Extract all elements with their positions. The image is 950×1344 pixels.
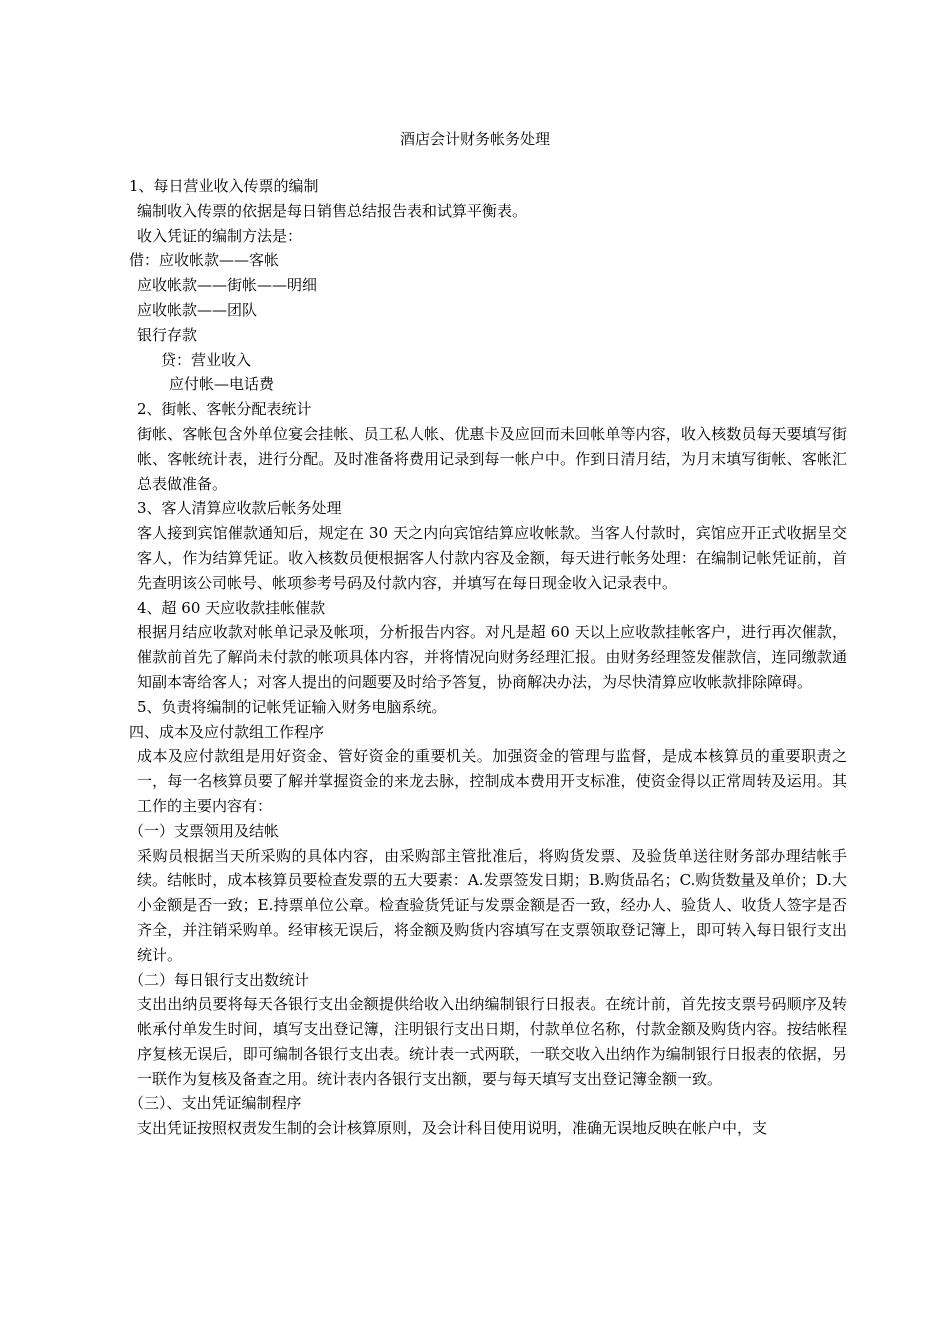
paragraph: 成本及应付款组是用好资金、管好资金的重要机关。加强资金的管理与监督，是成本核算员的重要职责之一，每一名核算员要了解并掌握资金的来龙去脉，控制成本费用开支标准，使资金得以正常周转及运用。其工作的主要内容有：	[137, 747, 847, 815]
paragraph: 客人接到宾馆催款通知后，规定在 30 天之内向宾馆结算应收帐款。当客人付款时，宾馆应开正式收据呈交客人，作为结算凭证。收入核数员便根据客人付款内容及金额，每天进行帐务处理：在编制记帐凭证前，首先查明该公司帐号、帐项参考号码及付款内容，并填写在每日现金收入记录表中。	[137, 524, 847, 592]
text-line: 银行存款	[137, 325, 198, 344]
paragraph: 采购员根据当天所采购的具体内容，由采购部主管批准后，将购货发票、及验货单送往财务部办理结帐手续。结帐时，成本核算员要检查发票的五大要素：A.发票签发日期；B.购货品名；C.购货数量及单价；D.大小金额是否一致；E.持票单位公章。检查验货凭证与发票金额是否一致，经办人、验货人、收货人签字是否齐全，并注销采购单。经审核无误后，将金额及购货内容填写在支票领取登记簿上，即可转入每日银行支出统计。	[137, 846, 847, 964]
paragraph: 支出出纳员要将每天各银行支出金额提供给收入出纳编制银行日报表。在统计前，首先按支票号码顺序及转帐承付单发生时间，填写支出登记簿，注明银行支出日期，付款单位名称，付款金额及购货内容。按结帐程序复核无误后，即可编制各银行支出表。统计表一式两联，一联交收入出纳作为编制银行日报表的依据，另一联作为复核及备查之用。统计表内各银行支出额，要与每天填写支出登记簿金额一致。	[137, 995, 847, 1088]
text-line: 4、超 60 天应收款挂帐催款	[137, 598, 326, 617]
text-line: 收入凭证的编制方法是：	[137, 226, 303, 245]
text-line: 四、成本及应付款组工作程序	[129, 722, 325, 741]
text-line: 1、每日营业收入传票的编制	[129, 177, 319, 195]
text-line: （二）每日银行支出数统计	[129, 970, 310, 989]
text-line: 应收帐款——团队	[137, 300, 258, 319]
text-line: 5、负责将编制的记帐凭证输入财务电脑系统。	[137, 697, 447, 716]
text-line: 3、客人清算应收款后帐务处理	[137, 499, 342, 518]
text-line: 应付帐—电话费	[169, 375, 275, 394]
text-line: 贷：营业收入	[161, 350, 252, 369]
paragraph: 支出凭证按照权责发生制的会计核算原则，及会计科目使用说明，准确无误地反映在帐户中，支	[137, 1119, 768, 1138]
text-line: （一）支票领用及结帐	[129, 821, 280, 840]
document-body	[129, 174, 847, 1141]
paragraph: 街帐、客帐包含外单位宴会挂帐、员工私人帐、优惠卡及应回而未回帐单等内容，收入核数员每天要填写街帐、客帐统计表，进行分配。及时准备将费用记录到每一帐户中。作到日清月结，为月末填写街帐、客帐汇总表做准备。	[137, 424, 847, 493]
text-line: 应收帐款——街帐——明细	[137, 276, 318, 295]
text-line: 2、街帐、客帐分配表统计	[137, 400, 312, 419]
text-line: 编制收入传票的依据是每日销售总结报告表和试算平衡表。	[137, 201, 528, 220]
text-line: （三）、支出凭证编制程序	[129, 1094, 302, 1113]
document-title: 酒店会计财务帐务处理	[399, 130, 550, 148]
text-line: 借：应收帐款——客帐	[129, 251, 280, 270]
paragraph: 根据月结应收款对帐单记录及帐项，分析报告内容。对凡是超 60 天以上应收款挂帐客户，进行再次催款，催款前首先了解尚未付款的帐项具体内容，并将情况向财务经理汇报。由财务经理签发催款信，连同缴款通知副本寄给客人；对客人提出的问题要及时给予答复，协商解决办法，为尽快清算应收帐款排除障碍。	[137, 623, 847, 691]
